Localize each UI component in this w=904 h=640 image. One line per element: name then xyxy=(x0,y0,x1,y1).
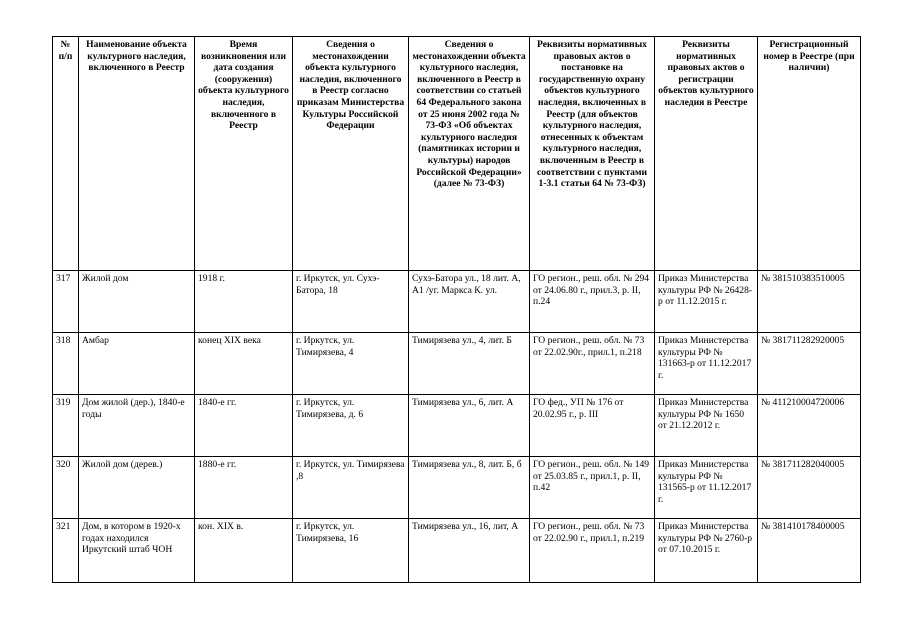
cell-location-ministry: г. Иркутск, ул. Тимирязева, 4 xyxy=(293,333,409,395)
header-name: Наименование объекта культурного наследия, включенного в Реестр xyxy=(79,37,195,271)
cell-acts-protection: ГО регион., реш. обл. № 73 от 22.02.90 г., прил.1, п.219 xyxy=(530,519,655,583)
cell-acts-protection: ГО регион., реш. обл. № 149 от 25.03.85 г., прил.1, р. II, п.42 xyxy=(530,457,655,519)
header-date: Время возникновения или дата создания (сооружения) объекта культурного наследия, включенного в Реестр xyxy=(195,37,293,271)
header-location-law: Сведения о местонахождении объекта культурного наследия, включенного в Реестр в соответствии со статьей 64 Федерального закона от 25 июня 2002 года № 73-ФЗ «Об объектах культурного наследия (памятниках истории и культуры) народов Российской Федерации» (далее № 73-ФЗ) xyxy=(409,37,530,271)
cell-reg-number: № 381711282920005 xyxy=(758,333,861,395)
table-row xyxy=(53,457,861,519)
cell-acts-registration: Приказ Министерства культуры РФ № 26428-р от 11.12.2015 г. xyxy=(655,271,758,333)
cell-reg-number: № 381410178400005 xyxy=(758,519,861,583)
header-row xyxy=(53,37,861,271)
cell-location-law: Сухэ-Батора ул., 18 лит. А, А1 /уг. Маркса К. ул. xyxy=(409,271,530,333)
cell-acts-protection: ГО регион., реш. обл. № 294 от 24.06.80 г., прил.3, р. II, п.24 xyxy=(530,271,655,333)
cell-acts-registration: Приказ Министерства культуры РФ № 2760-р от 07.10.2015 г. xyxy=(655,519,758,583)
cell-acts-registration: Приказ Министерства культуры РФ № 131565-р от 11.12.2017 г. xyxy=(655,457,758,519)
header-reg-number: Регистрационный номер в Реестре (при наличии) xyxy=(758,37,861,271)
cell-date: 1880-е гг. xyxy=(195,457,293,519)
cell-location-law: Тимирязева ул., 8, лит. Б, б xyxy=(409,457,530,519)
cell-name: Жилой дом (дерев.) xyxy=(79,457,195,519)
table-row xyxy=(53,333,861,395)
header-acts-registration: Реквизиты нормативных правовых актов о регистрации объектов культурного наследия в Реестре xyxy=(655,37,758,271)
cell-reg-number: № 381711282040005 xyxy=(758,457,861,519)
cell-reg-number: № 411210004720006 xyxy=(758,395,861,457)
cell-name: Амбар xyxy=(79,333,195,395)
cell-reg-number: № 381510383510005 xyxy=(758,271,861,333)
header-num: № п/п xyxy=(53,37,79,271)
cell-date: кон. XIX в. xyxy=(195,519,293,583)
cell-name: Дом, в котором в 1920-х годах находился Иркутский штаб ЧОН xyxy=(79,519,195,583)
cell-date: конец XIX века xyxy=(195,333,293,395)
cell-date: 1840-е гг. xyxy=(195,395,293,457)
cell-name: Жилой дом xyxy=(79,271,195,333)
cell-num: 317 xyxy=(53,271,79,333)
cell-location-ministry: г. Иркутск, ул. Тимирязева, д. 6 xyxy=(293,395,409,457)
header-location-ministry: Сведения о местонахождении объекта культурного наследия, включенного в Реестр согласно приказам Министерства Культуры Российской Федерации xyxy=(293,37,409,271)
cell-location-ministry: г. Иркутск, ул. Сухэ-Батора, 18 xyxy=(293,271,409,333)
cell-num: 318 xyxy=(53,333,79,395)
cell-acts-registration: Приказ Министерства культуры РФ № 131663-р от 11.12.2017 г. xyxy=(655,333,758,395)
cell-name: Дом жилой (дер.), 1840-е годы xyxy=(79,395,195,457)
cell-location-law: Тимирязева ул., 16, лит, А xyxy=(409,519,530,583)
cell-acts-protection: ГО регион., реш. обл. № 73 от 22.02.90г., прил.1, п.218 xyxy=(530,333,655,395)
heritage-registry-table xyxy=(52,36,861,583)
cell-location-ministry: г. Иркутск, ул. Тимирязева ,8 xyxy=(293,457,409,519)
cell-acts-registration: Приказ Министерства культуры РФ № 1650 от 21.12.2012 г. xyxy=(655,395,758,457)
cell-location-law: Тимирязева ул., 4, лит. Б xyxy=(409,333,530,395)
header-acts-protection: Реквизиты нормативных правовых актов о постановке на государственную охрану объектов культурного наследия, включенных в Реестр (для объектов культурного наследия, отнесенных к объектам культурного наследия, включенным в Реестр в соответствии с пунктами 1-3.1 статьи 64 № 73-ФЗ) xyxy=(530,37,655,271)
cell-location-ministry: г. Иркутск, ул. Тимирязева, 16 xyxy=(293,519,409,583)
cell-num: 321 xyxy=(53,519,79,583)
table-row xyxy=(53,519,861,583)
cell-location-law: Тимирязева ул., 6, лит. А xyxy=(409,395,530,457)
table-row xyxy=(53,271,861,333)
table-row xyxy=(53,395,861,457)
cell-num: 319 xyxy=(53,395,79,457)
cell-num: 320 xyxy=(53,457,79,519)
cell-date: 1918 г. xyxy=(195,271,293,333)
cell-acts-protection: ГО фед., УП № 176 от 20.02.95 г., р. III xyxy=(530,395,655,457)
